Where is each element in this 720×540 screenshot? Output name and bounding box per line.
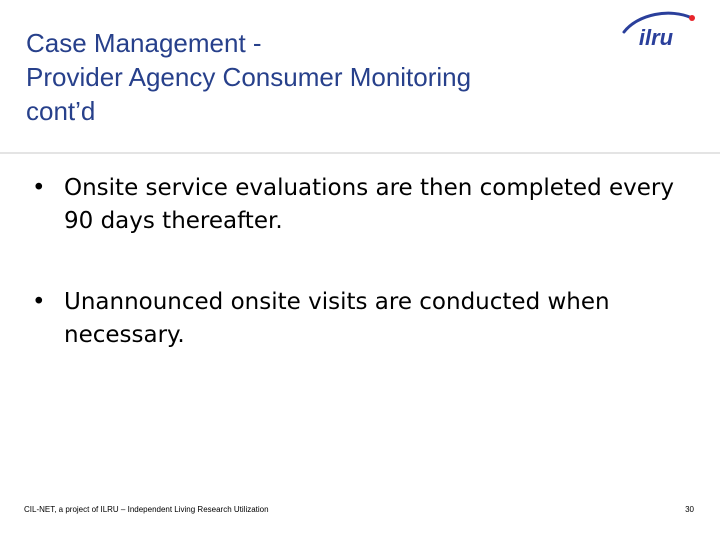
bullet-item	[30, 172, 690, 238]
bullet-list	[30, 172, 690, 400]
ilru-logo-icon	[620, 10, 696, 52]
slide-title	[26, 26, 596, 128]
bullet-text: Unannounced onsite visits are conducted when necessary.	[64, 289, 610, 348]
slide-title-line-3: cont’d	[26, 96, 96, 126]
logo-dot	[689, 15, 695, 21]
bullet-text: Onsite service evaluations are then completed every 90 days thereafter.	[64, 175, 674, 234]
bullet-marker: •	[32, 175, 46, 201]
page-number: 30	[685, 505, 694, 514]
slide-title-line-2: Provider Agency Consumer Monitoring	[26, 62, 472, 92]
footer-credit: CIL-NET, a project of ILRU – Independent Living Research Utilization	[24, 505, 269, 514]
title-divider	[0, 152, 720, 154]
bullet-item	[30, 286, 690, 352]
slide-title-line-1: Case Management -	[26, 28, 262, 58]
logo-text: ilru	[638, 25, 674, 50]
bullet-marker: •	[32, 289, 46, 315]
